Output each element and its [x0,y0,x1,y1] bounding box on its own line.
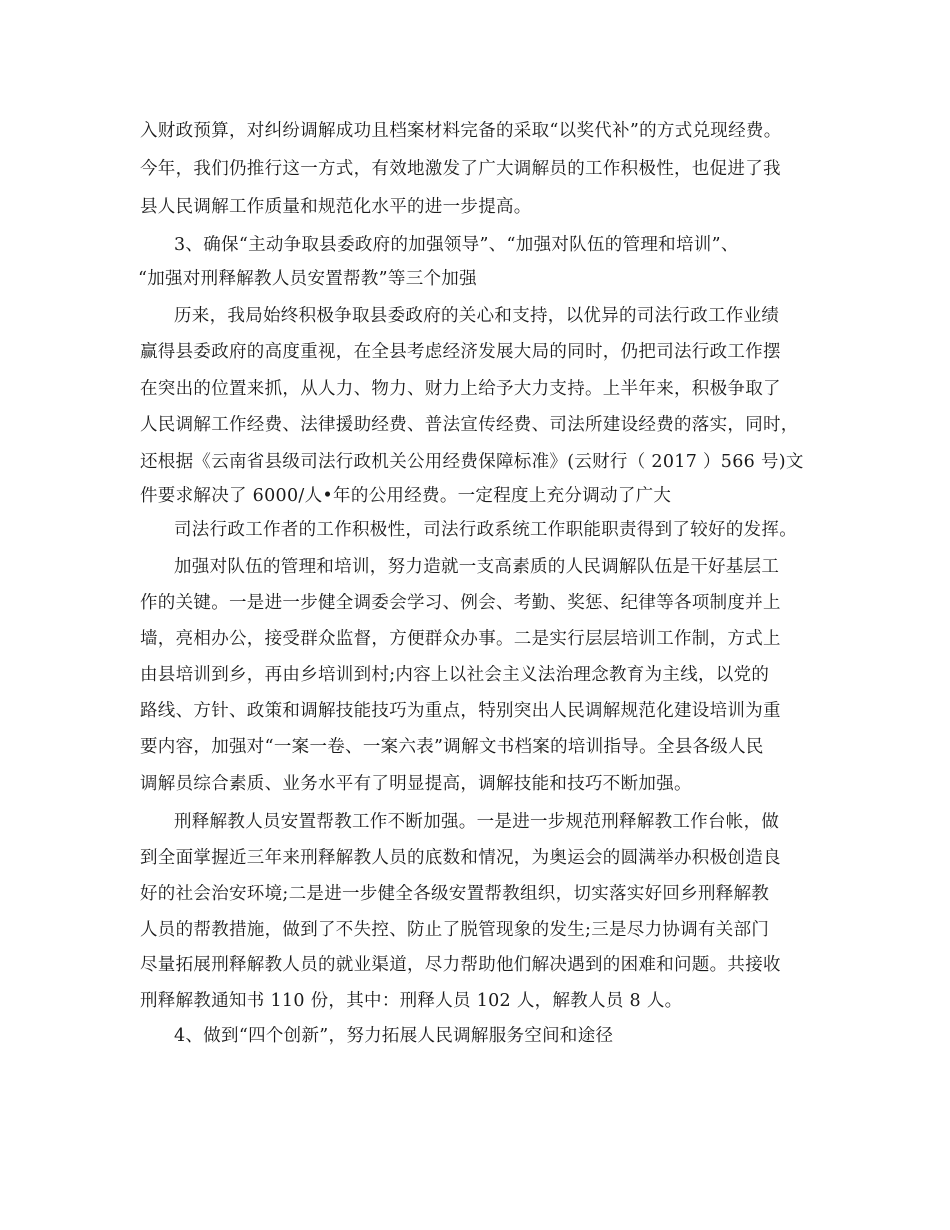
text-line: 墙，亮相办公，接受群众监督，方便群众办事。二是实行层层培训工作制，方式上 [140,629,781,649]
text-line: 司法行政工作者的工作积极性，司法行政系统工作职能职责得到了较好的发挥。 [174,520,797,540]
text-line: 县人民调解工作质量和规范化水平的进一步提高。 [140,197,532,217]
text-line: 入财政预算，对纠纷调解成功且档案材料完备的采取“以奖代补”的方式兑现经费。 [140,121,782,141]
text-line: 赢得县委政府的高度重视，在全县考虑经济发展大局的同时，仍把司法行政工作摆 [140,342,781,362]
text-line: 由县培训到乡，再由乡培训到村;内容上以社会主义法治理念教育为主线，以党的 [140,665,770,685]
text-line: 尽量拓展刑释解教人员的就业渠道，尽力帮助他们解决遇到的困难和问题。共接收 [140,955,781,975]
section-heading: 4、做到“四个创新”，努力拓展人民调解服务空间和途径 [174,1026,614,1046]
text-line: 还根据《云南省县级司法行政机关公用经费保障标准》(云财行（ 2017 ）566 号)文 [140,452,804,472]
text-line: 今年，我们仍推行这一方式，有效地激发了广大调解员的工作积极性，也促进了我 [140,159,781,179]
text-line: 到全面掌握近三年来刑释解教人员的底数和情况，为奥运会的圆满举办积极创造良 [140,848,781,868]
text-line: 加强对队伍的管理和培训，努力造就一支高素质的人民调解队伍是干好基层工 [174,557,780,577]
text-line: 要内容，加强对“一案一卷、一案六表”调解文书档案的培训指导。全县各级人民 [140,737,764,757]
text-line: 在突出的位置来抓，从人力、物力、财力上给予大力支持。上半年来，积极争取了 [140,379,781,399]
text-line: 刑释解教人员安置帮教工作不断加强。一是进一步规范刑释解教工作台帐，做 [174,812,780,832]
section-heading: 3、确保“主动争取县委政府的加强领导”、“加强对队伍的管理和培训”、 [174,235,739,255]
text-line: 件要求解决了 6000/人•年的公用经费。一定程度上充分调动了广大 [140,486,672,506]
text-line: 人民调解工作经费、法律援助经费、普法宣传经费、司法所建设经费的落实，同时， [140,415,799,435]
text-line: 作的关键。一是进一步健全调委会学习、例会、考勤、奖惩、纪律等各项制度并上 [140,593,781,613]
text-line: 好的社会治安环境;二是进一步健全各级安置帮教组织，切实落实好回乡刑释解教 [140,884,770,904]
text-line: 调解员综合素质、业务水平有了明显提高，调解技能和技巧不断加强。 [140,774,692,794]
text-line: 路线、方针、政策和调解技能技巧为重点，特别突出人民调解规范化建设培训为重 [140,701,781,721]
section-heading-continued: “加强对刑释解教人员安置帮教”等三个加强 [138,269,477,289]
text-line: 人员的帮教措施，做到了不失控、防止了脱管现象的发生;三是尽力协调有关部门 [140,920,770,940]
text-line: 历来，我局始终积极争取县委政府的关心和支持，以优异的司法行政工作业绩 [174,306,780,326]
text-line: 刑释解教通知书 110 份，其中：刑释人员 102 人，解教人员 8 人。 [140,991,683,1011]
